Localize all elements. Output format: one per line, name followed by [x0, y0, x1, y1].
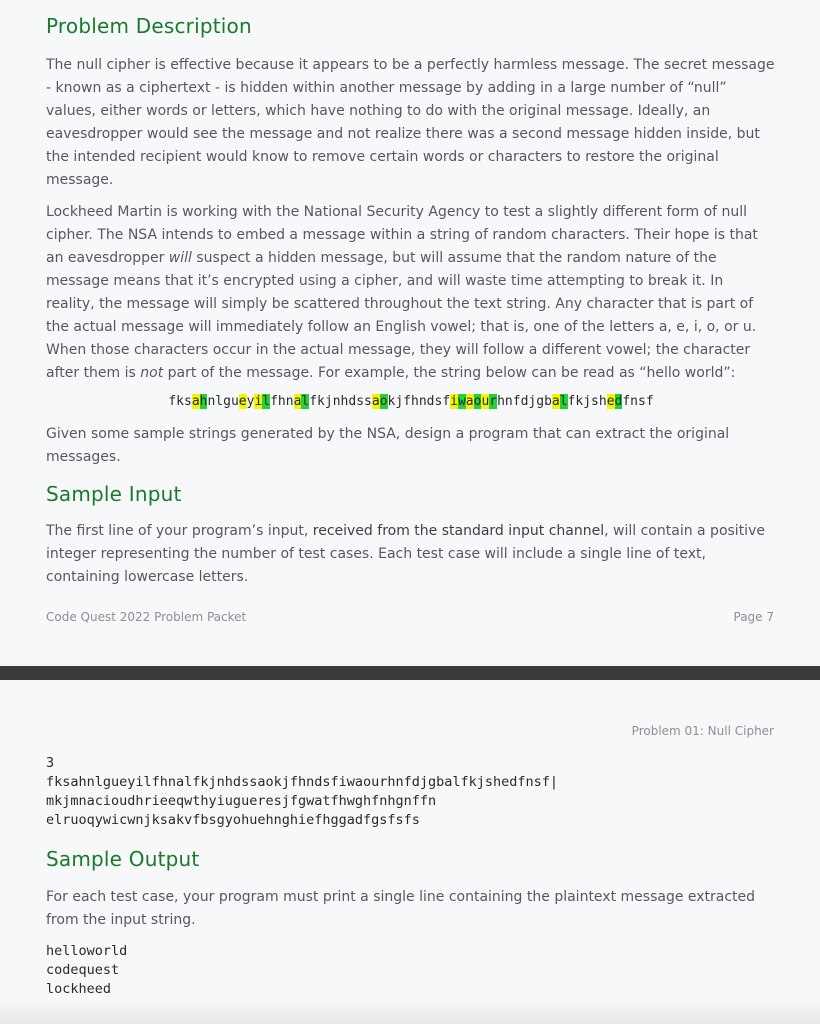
description-paragraph-2-wrap	[46, 201, 776, 385]
null-characters: fks	[168, 394, 192, 409]
vowel-marker: a	[293, 394, 302, 409]
null-characters: fkjsh	[567, 394, 607, 409]
null-characters: nlgu	[207, 394, 239, 409]
sample-input-body	[46, 520, 776, 589]
sample-output-paragraph: For each test case, your program must print a single line containing the plaintext message extracted from the input string.	[46, 889, 756, 928]
vowel-marker: a	[371, 394, 380, 409]
footer-page-number: Page 7	[733, 610, 774, 624]
sample-input-block	[46, 754, 776, 830]
sample-output-body	[46, 886, 776, 932]
null-characters: hnfdjgb	[497, 394, 552, 409]
message-character: l	[301, 394, 310, 409]
description-paragraph-3: Given some sample strings generated by the NSA, design a program that can extract the original messages.	[46, 426, 730, 465]
input-line: fksahnlgueyilfhnalfkjnhdssaokjfhndsfiwaourhnfdjgbalfkjshedfnsf|	[46, 774, 559, 790]
description-paragraph-2	[46, 201, 776, 385]
message-character: r	[489, 394, 498, 409]
sample-output-section	[46, 847, 776, 871]
page-header-problem-title: Problem 01: Null Cipher	[631, 724, 774, 738]
sample-input-text-b: , will contain a positive integer representing the number of test cases. Each test case will include a single line of text, containing lowercase letters.	[46, 523, 765, 585]
null-characters: fnsf	[622, 394, 654, 409]
page-8	[0, 680, 820, 1024]
description-paragraph-3-wrap	[46, 423, 776, 469]
problem-description-section	[46, 14, 776, 38]
message-character: l	[262, 394, 271, 409]
input-line: elruoqywicwnjksakvfbsgyohuehnghiefhggadfgsfsfs	[46, 812, 420, 828]
vowel-marker: a	[551, 394, 560, 409]
sample-output-block	[46, 942, 776, 999]
problem-description-body	[46, 54, 776, 192]
bottom-fade	[0, 1000, 820, 1024]
problem-description-heading: Problem Description	[46, 14, 252, 38]
input-line: 3	[46, 755, 55, 771]
vowel-marker: u	[481, 394, 490, 409]
message-character: o	[379, 394, 388, 409]
null-characters: kjfhndsf	[387, 394, 451, 409]
output-line: helloworld	[46, 943, 128, 959]
vowel-marker: a	[465, 394, 474, 409]
sample-output-lines	[46, 942, 776, 999]
para2-text-a: Lockheed Martin is working with the National Security Agency to test a slightly different form of null cipher. The NSA intends to embed a message within a string of random characters. Their hope is that an eavesdropper	[46, 204, 758, 266]
text-cursor: |	[549, 774, 559, 790]
vowel-marker: a	[191, 394, 200, 409]
null-characters: y	[246, 394, 255, 409]
message-character: w	[457, 394, 466, 409]
sample-input-section	[46, 482, 776, 506]
input-line: mkjmnacioudhrieeqwthyiugueresjfgwatfhwghfnhgnffn	[46, 793, 437, 809]
example-cipher-string	[46, 394, 776, 409]
para2-text-b: suspect a hidden message, but will assume that the random nature of the message means that it’s encrypted using a cipher, and will waste time attempting to break it. In reality, the message will simply be scattered throughout the text string. Any character that is part of the actual message will immediately follow an English vowel; that is, one of the letters a, e, i, o, or u. When those characters occur in the actual message, they will follow a different vowel; the character after them is	[46, 250, 757, 381]
footer-packet-title: Code Quest 2022 Problem Packet	[46, 610, 247, 624]
sample-input-heading: Sample Input	[46, 482, 182, 506]
message-character: o	[473, 394, 482, 409]
para2-emphasis-not: not	[140, 365, 164, 381]
sample-input-paragraph	[46, 520, 776, 589]
sample-output-heading: Sample Output	[46, 847, 200, 871]
sample-input-text-a: The first line of your program’s input,	[46, 523, 313, 539]
null-characters: fkjnhdss	[309, 394, 372, 409]
message-character: d	[614, 394, 623, 409]
description-paragraph-1: The null cipher is effective because it appears to be a perfectly harmless message. The secret message - known as a ciphertext - is hidden within another message by adding in a large number of “null” values, either words or letters, which have nothing to do with the original message. Ideally, an eavesdropper would see the message and not realize there was a second message hidden inside, but the intended recipient would know to remove certain words or characters to restore the original message.	[46, 57, 775, 188]
output-line: codequest	[46, 962, 120, 978]
vowel-marker: e	[606, 394, 615, 409]
message-character: l	[559, 394, 568, 409]
vowel-marker: i	[254, 394, 263, 409]
sample-input-lines	[46, 754, 776, 830]
vowel-marker: e	[238, 394, 247, 409]
page-separator	[0, 666, 820, 680]
para2-text-c: part of the message. For example, the string below can be read as “hello world”:	[163, 365, 736, 381]
null-characters: fhn	[270, 394, 294, 409]
para2-emphasis-will: will	[168, 250, 192, 266]
message-character: h	[199, 394, 208, 409]
sample-input-text-emphasis: received from the standard input channel	[312, 523, 605, 539]
vowel-marker: i	[450, 394, 458, 409]
output-line: lockheed	[46, 981, 112, 997]
